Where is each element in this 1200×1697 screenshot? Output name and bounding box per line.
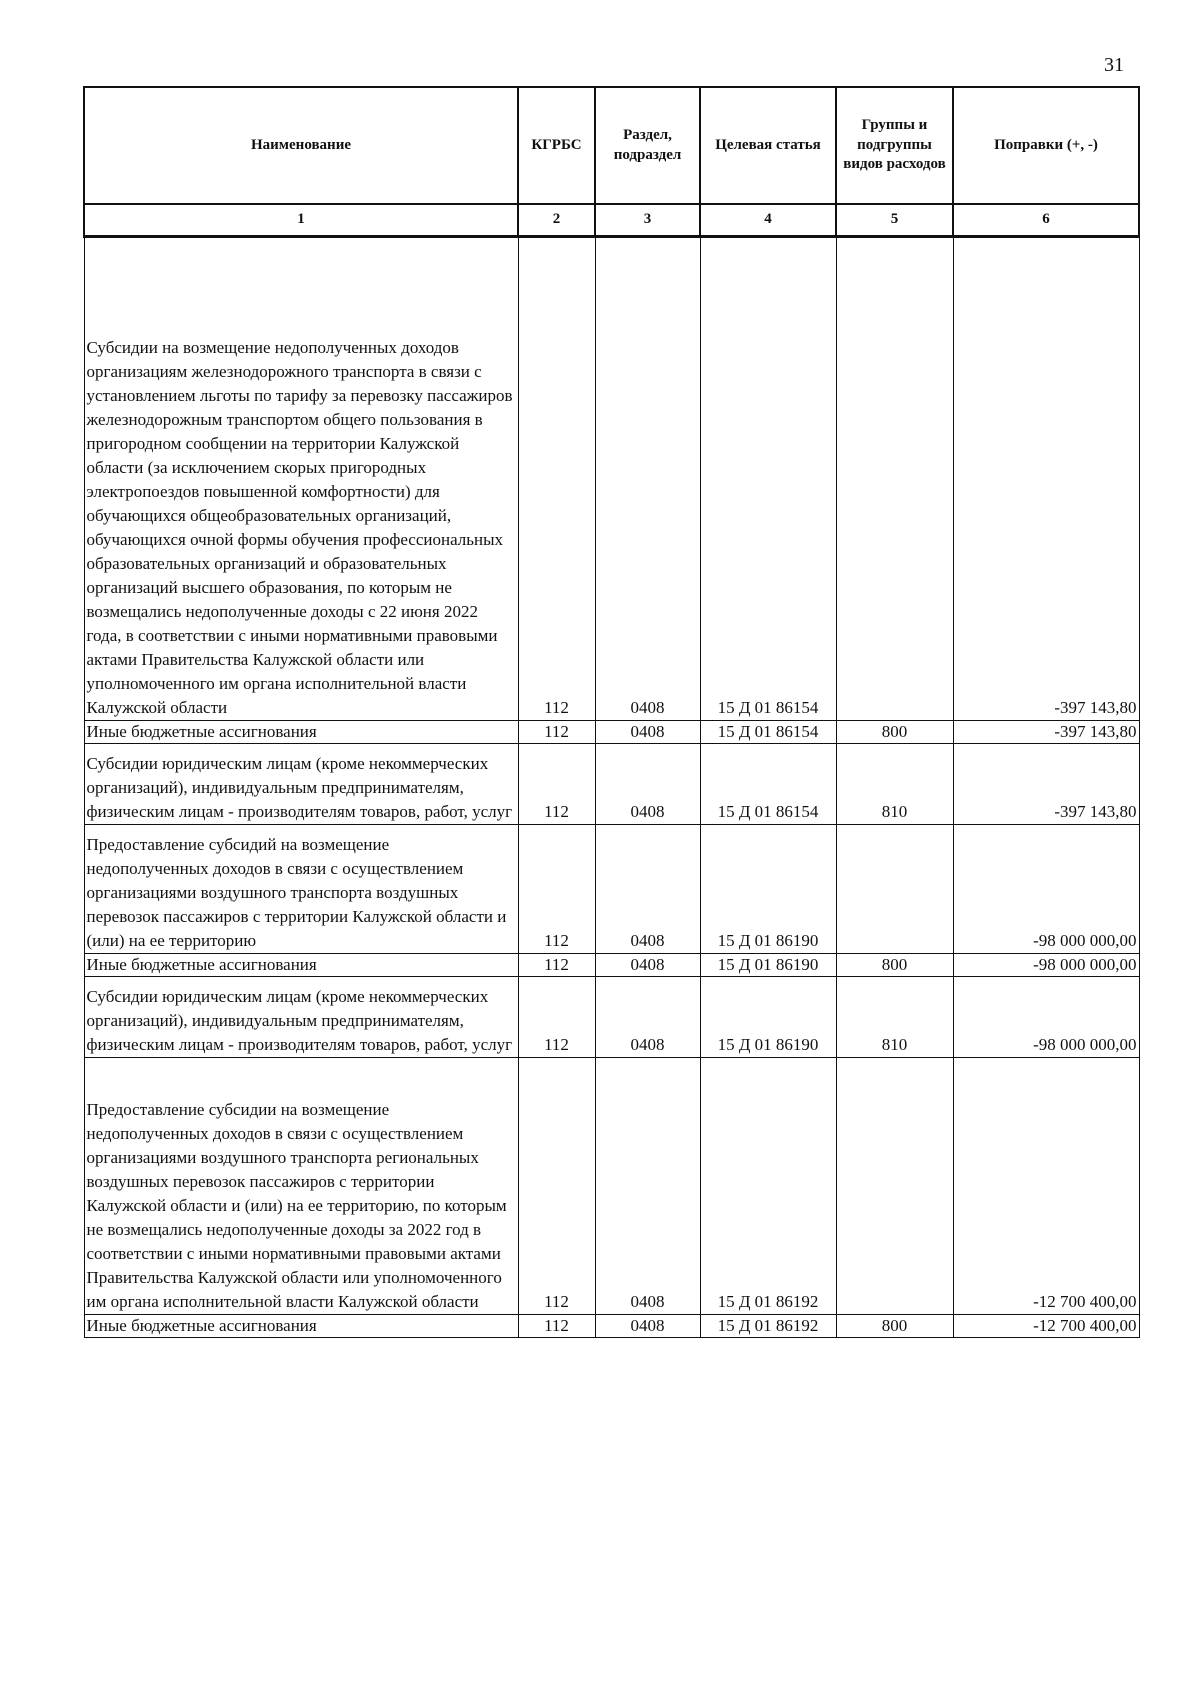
row-section: 0408 (595, 977, 700, 1058)
row-target: 15 Д 01 86192 (700, 1058, 836, 1315)
row-amount: -397 143,80 (953, 744, 1139, 825)
row-amount: -12 700 400,00 (953, 1058, 1139, 1315)
row-section: 0408 (595, 237, 700, 721)
row-target: 15 Д 01 86192 (700, 1315, 836, 1338)
row-group: 800 (836, 721, 953, 744)
row-kgrbs: 112 (518, 237, 595, 721)
header-amendments: Поправки (+, -) (953, 87, 1139, 204)
row-amount: -12 700 400,00 (953, 1315, 1139, 1338)
row-section: 0408 (595, 825, 700, 954)
row-kgrbs: 112 (518, 977, 595, 1058)
row-section: 0408 (595, 1315, 700, 1338)
column-number: 4 (700, 204, 836, 237)
row-amount: -397 143,80 (953, 237, 1139, 721)
row-name: Иные бюджетные ассигнования (84, 1315, 518, 1338)
header-name: Наименование (84, 87, 518, 204)
budget-amendments-table (83, 86, 1140, 1338)
column-number: 2 (518, 204, 595, 237)
row-amount: -98 000 000,00 (953, 977, 1139, 1058)
row-name: Иные бюджетные ассигнования (84, 721, 518, 744)
header-kgrbs: КГРБС (518, 87, 595, 204)
row-section: 0408 (595, 721, 700, 744)
row-kgrbs: 112 (518, 744, 595, 825)
header-groups: Группы и подгруппы видов расходов (836, 87, 953, 204)
table-row (84, 1315, 1139, 1338)
column-number: 5 (836, 204, 953, 237)
table-row (84, 825, 1139, 954)
row-section: 0408 (595, 954, 700, 977)
row-target: 15 Д 01 86190 (700, 954, 836, 977)
row-amount: -98 000 000,00 (953, 825, 1139, 954)
row-section: 0408 (595, 744, 700, 825)
row-group (836, 1058, 953, 1315)
column-number-row (84, 204, 1139, 237)
row-group: 800 (836, 1315, 953, 1338)
header-row (84, 87, 1139, 204)
column-number: 6 (953, 204, 1139, 237)
header-section: Раздел, подраздел (595, 87, 700, 204)
table-row (84, 954, 1139, 977)
row-kgrbs: 112 (518, 721, 595, 744)
row-name: Иные бюджетные ассигнования (84, 954, 518, 977)
row-amount: -98 000 000,00 (953, 954, 1139, 977)
row-name: Предоставление субсидии на возмещение недополученных доходов в связи с осуществлением организациями воздушного транспорта региональных воздушных перевозок пассажиров с территории Калужской области и (или) на ее территорию, по которым не возмещались недополученные доходы за 2022 год в соответствии с иными нормативными правовыми актами Правительства Калужской области или уполномоченного им органа исполнительной власти Калужской области (84, 1058, 518, 1315)
row-target: 15 Д 01 86190 (700, 977, 836, 1058)
row-kgrbs: 112 (518, 1315, 595, 1338)
row-target: 15 Д 01 86154 (700, 744, 836, 825)
row-target: 15 Д 01 86154 (700, 237, 836, 721)
row-group (836, 237, 953, 721)
table-row (84, 721, 1139, 744)
row-section: 0408 (595, 1058, 700, 1315)
row-group (836, 825, 953, 954)
row-name: Субсидии юридическим лицам (кроме некоммерческих организаций), индивидуальным предпринимателям, физическим лицам - производителям товаров, работ, услуг (84, 977, 518, 1058)
page-number: 31 (1104, 54, 1124, 76)
row-kgrbs: 112 (518, 954, 595, 977)
row-name: Предоставление субсидий на возмещение недополученных доходов в связи с осуществлением организациями воздушного транспорта воздушных перевозок пассажиров с территории Калужской области и (или) на ее территорию (84, 825, 518, 954)
row-amount: -397 143,80 (953, 721, 1139, 744)
row-name: Субсидии на возмещение недополученных доходов организациям железнодорожного транспорта в связи с установлением льготы по тарифу за перевозку пассажиров железнодорожным транспортом общего пользования в пригородном сообщении на территории Калужской области (за исключением скорых пригородных электропоездов повышенной комфортности) для обучающихся общеобразовательных организаций, обучающихся очной формы обучения профессиональных образовательных организаций и образовательных организаций высшего образования, по которым не возмещались недополученные доходы с 22 июня 2022 года, в соответствии с иными нормативными правовыми актами Правительства Калужской области или уполномоченного им органа исполнительной власти Калужской области (84, 237, 518, 721)
table-row (84, 1058, 1139, 1315)
header-target: Целевая статья (700, 87, 836, 204)
table-row (84, 744, 1139, 825)
row-name: Субсидии юридическим лицам (кроме некоммерческих организаций), индивидуальным предпринимателям, физическим лицам - производителям товаров, работ, услуг (84, 744, 518, 825)
row-group: 800 (836, 954, 953, 977)
row-kgrbs: 112 (518, 825, 595, 954)
table-row (84, 977, 1139, 1058)
column-number: 3 (595, 204, 700, 237)
column-number: 1 (84, 204, 518, 237)
table-row (84, 237, 1139, 721)
row-group: 810 (836, 744, 953, 825)
row-target: 15 Д 01 86190 (700, 825, 836, 954)
row-kgrbs: 112 (518, 1058, 595, 1315)
row-target: 15 Д 01 86154 (700, 721, 836, 744)
row-group: 810 (836, 977, 953, 1058)
